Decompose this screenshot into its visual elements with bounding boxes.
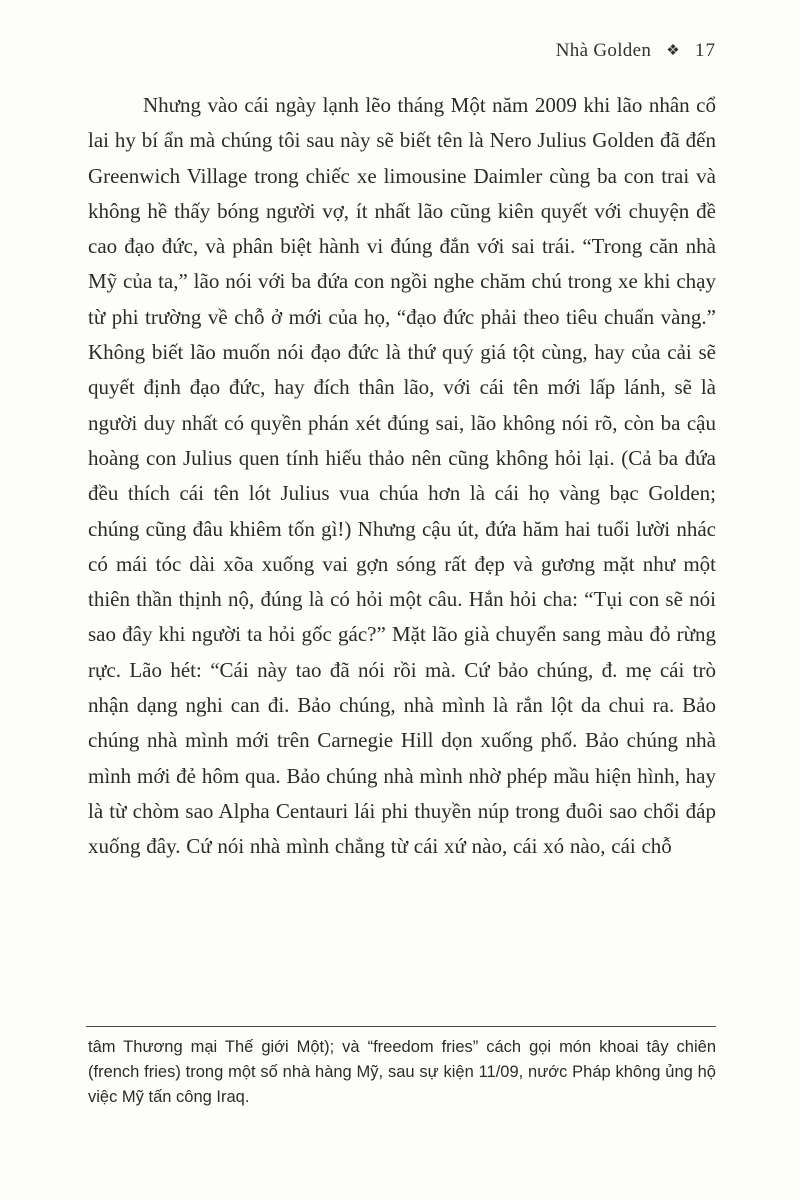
footnote-divider: [86, 1026, 716, 1027]
running-title: Nhà Golden: [555, 40, 652, 61]
footnote-area: [86, 1026, 716, 1110]
footnote-text: tâm Thương mại Thế giới Một); và “freedom fries” cách gọi món khoai tây chiên (french fries) trong một số nhà hàng Mỹ, sau sự kiện 11/09, nước Pháp không ủng hộ việc Mỹ tấn công Iraq.: [88, 1038, 716, 1106]
body-paragraph: Nhưng vào cái ngày lạnh lẽo tháng Một năm 2009 khi lão nhân cổ lai hy bí ẩn mà chúng tôi sau này sẽ biết tên là Nero Julius Golden đã đến Greenwich Village trong chiếc xe limousine Daimler cùng ba con trai và không hề thấy bóng người vợ, ít nhất lão cũng kiên quyết với chuyện đề cao đạo đức, và phân biệt hành vi đúng đắn với sai trái. “Trong căn nhà Mỹ của ta,” lão nói với ba đứa con ngồi nghe chăm chú trong xe khi chạy từ phi trường về chỗ ở mới của họ, “đạo đức phải theo tiêu chuẩn vàng.” Không biết lão muốn nói đạo đức là thứ quý giá tột cùng, hay của cải sẽ quyết định đạo đức, hay đích thân lão, với cái tên mới lấp lánh, sẽ là người duy nhất có quyền phán xét đúng sai, lão không nói rõ, còn ba cậu hoàng con Julius quen tính hiếu thảo nên cũng không hỏi lại. (Cả ba đứa đều thích cái tên lót Julius vua chúa hơn là cái họ vàng bạc Golden; chúng cũng đâu khiêm tốn gì!) Nhưng cậu út, đứa hăm hai tuổi lười nhác có mái tóc dài xõa xuống vai gợn sóng rất đẹp và gương mặt như một thiên thần thịnh nộ, đúng là có hỏi một câu. Hắn hỏi cha: “Tụi con sẽ nói sao đây khi người ta hỏi gốc gác?” Mặt lão già chuyển sang màu đỏ rừng rực. Lão hét: “Cái này tao đã nói rồi mà. Cứ bảo chúng, đ. mẹ cái trò nhận dạng nghi can đi. Bảo chúng, nhà mình là rắn lột da chui ra. Bảo chúng nhà mình mới trên Carnegie Hill dọn xuống phố. Bảo chúng nhà mình mới đẻ hôm qua. Bảo chúng nhà mình nhờ phép mầu hiện hình, hay là từ chòm sao Alpha Centauri lái phi thuyền núp trong đuôi sao chổi đáp xuống đây. Cứ nói nhà mình chẳng từ cái xứ nào, cái xó nào, cái chỗ: [88, 93, 716, 859]
page-number: 17: [695, 40, 716, 61]
diamond-icon: ❖: [666, 43, 680, 59]
page-header: [88, 40, 716, 62]
